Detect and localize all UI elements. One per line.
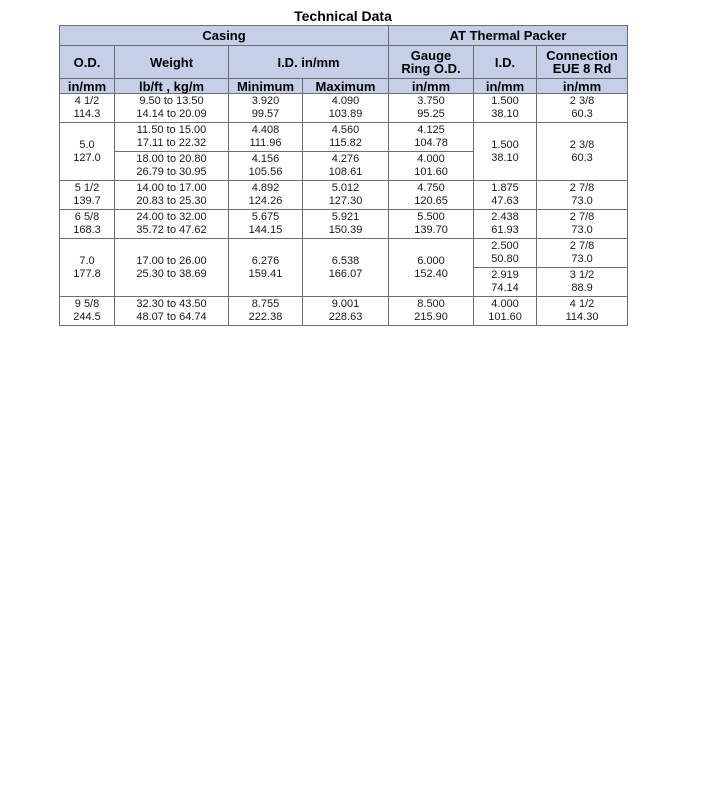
header-row-units bbox=[60, 79, 628, 94]
weight-cell: 18.00 to 20.80 26.79 to 30.95 bbox=[115, 152, 229, 181]
od-cell: 9 5/8 244.5 bbox=[60, 297, 115, 326]
header-row-columns bbox=[60, 46, 628, 79]
gauge-cell: 8.500 215.90 bbox=[389, 297, 474, 326]
table-row bbox=[60, 94, 628, 123]
packer-id-cell: 2.919 74.14 bbox=[474, 268, 537, 297]
gauge-cell: 3.750 95.25 bbox=[389, 94, 474, 123]
gauge-cell: 4.125 104.78 bbox=[389, 123, 474, 152]
packer-id-header: I.D. bbox=[474, 46, 537, 79]
od-cell: 5 1/2 139.7 bbox=[60, 181, 115, 210]
table-row bbox=[60, 239, 628, 268]
weight-cell: 9.50 to 13.50 14.14 to 20.09 bbox=[115, 94, 229, 123]
id-max-cell: 4.560 115.82 bbox=[303, 123, 389, 152]
gauge-cell: 4.750 120.65 bbox=[389, 181, 474, 210]
od-cell: 6 5/8 168.3 bbox=[60, 210, 115, 239]
gauge-header-line2: Ring O.D. bbox=[401, 61, 461, 76]
table-row bbox=[60, 123, 628, 152]
weight-cell: 17.00 to 26.00 25.30 to 38.69 bbox=[115, 239, 229, 297]
units-connection: in/mm bbox=[537, 79, 628, 94]
casing-group-header: Casing bbox=[60, 26, 389, 46]
id-max-cell: 5.012 127.30 bbox=[303, 181, 389, 210]
id-max-cell: 6.538 166.07 bbox=[303, 239, 389, 297]
units-packer-id: in/mm bbox=[474, 79, 537, 94]
gauge-cell: 4.000 101.60 bbox=[389, 152, 474, 181]
packer-group-header: AT Thermal Packer bbox=[389, 26, 628, 46]
header-row-groups bbox=[60, 26, 628, 46]
packer-id-cell: 2.500 50.80 bbox=[474, 239, 537, 268]
gauge-cell: 6.000 152.40 bbox=[389, 239, 474, 297]
units-gauge: in/mm bbox=[389, 79, 474, 94]
weight-cell: 14.00 to 17.00 20.83 to 25.30 bbox=[115, 181, 229, 210]
technical-data-table bbox=[59, 25, 628, 326]
id-max-cell: 4.276 108.61 bbox=[303, 152, 389, 181]
gauge-cell: 5.500 139.70 bbox=[389, 210, 474, 239]
connection-cell: 4 1/2 114.30 bbox=[537, 297, 628, 326]
id-min-cell: 4.408 111.96 bbox=[229, 123, 303, 152]
connection-header bbox=[537, 46, 628, 79]
od-header: O.D. bbox=[60, 46, 115, 79]
id-max-cell: 5.921 150.39 bbox=[303, 210, 389, 239]
weight-cell: 11.50 to 15.00 17.11 to 22.32 bbox=[115, 123, 229, 152]
id-min-cell: 4.156 105.56 bbox=[229, 152, 303, 181]
id-min-cell: 3.920 99.57 bbox=[229, 94, 303, 123]
units-minimum: Minimum bbox=[229, 79, 303, 94]
table-title: Technical Data bbox=[294, 8, 392, 24]
connection-cell: 2 7/8 73.0 bbox=[537, 210, 628, 239]
weight-cell: 32.30 to 43.50 48.07 to 64.74 bbox=[115, 297, 229, 326]
connection-cell: 2 3/8 60.3 bbox=[537, 94, 628, 123]
weight-header: Weight bbox=[115, 46, 229, 79]
packer-id-cell: 1.500 38.10 bbox=[474, 94, 537, 123]
connection-cell: 2 7/8 73.0 bbox=[537, 181, 628, 210]
gauge-ring-header bbox=[389, 46, 474, 79]
table-row bbox=[60, 297, 628, 326]
connection-header-line1: Connection bbox=[546, 48, 618, 63]
id-max-cell: 9.001 228.63 bbox=[303, 297, 389, 326]
connection-cell: 3 1/2 88.9 bbox=[537, 268, 628, 297]
connection-cell: 2 7/8 73.0 bbox=[537, 239, 628, 268]
packer-id-cell: 1.875 47.63 bbox=[474, 181, 537, 210]
casing-id-header: I.D. in/mm bbox=[229, 46, 389, 79]
id-min-cell: 5.675 144.15 bbox=[229, 210, 303, 239]
packer-id-cell: 1.500 38.10 bbox=[474, 123, 537, 181]
gauge-header-line1: Gauge bbox=[410, 48, 452, 63]
connection-header-line2: EUE 8 Rd bbox=[552, 61, 612, 76]
table-row bbox=[60, 181, 628, 210]
units-weight: lb/ft , kg/m bbox=[115, 79, 229, 94]
connection-cell: 2 3/8 60.3 bbox=[537, 123, 628, 181]
id-min-cell: 4.892 124.26 bbox=[229, 181, 303, 210]
weight-cell: 24.00 to 32.00 35.72 to 47.62 bbox=[115, 210, 229, 239]
units-maximum: Maximum bbox=[303, 79, 389, 94]
od-cell: 5.0 127.0 bbox=[60, 123, 115, 181]
od-cell: 7.0 177.8 bbox=[60, 239, 115, 297]
table-row bbox=[60, 210, 628, 239]
units-od: in/mm bbox=[60, 79, 115, 94]
id-max-cell: 4.090 103.89 bbox=[303, 94, 389, 123]
packer-id-cell: 4.000 101.60 bbox=[474, 297, 537, 326]
id-min-cell: 8.755 222.38 bbox=[229, 297, 303, 326]
id-min-cell: 6.276 159.41 bbox=[229, 239, 303, 297]
od-cell: 4 1/2 114.3 bbox=[60, 94, 115, 123]
packer-id-cell: 2.438 61.93 bbox=[474, 210, 537, 239]
